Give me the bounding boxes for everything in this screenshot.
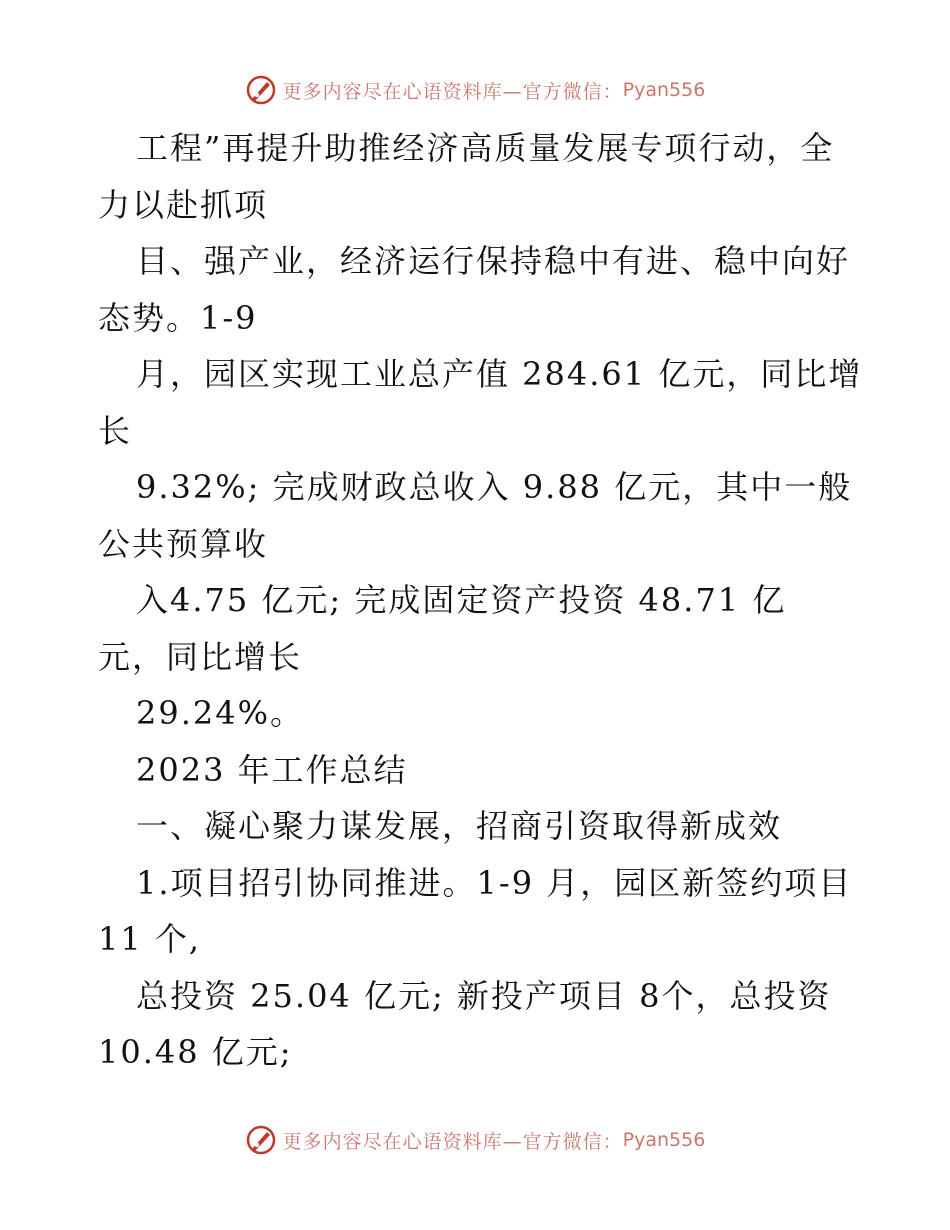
text-line: 公共预算收 bbox=[98, 524, 269, 563]
document-body bbox=[98, 120, 863, 1081]
text-line: 入4.75 亿元; 完成固定资产投资 48.71 亿 bbox=[136, 581, 787, 619]
section-heading: 2023 年工作总结 bbox=[136, 750, 408, 789]
text-line: 1.项目招引协同推进。1-9 月，园区新签约项目 bbox=[136, 863, 853, 902]
text-line: 长 bbox=[98, 411, 133, 450]
pen-logo-icon bbox=[245, 1124, 277, 1156]
watermark-header bbox=[0, 70, 950, 110]
text-line: 工程”再提升助推经济高质量发展专项行动，全 bbox=[136, 129, 835, 167]
text-line: 10.48 亿元; bbox=[98, 1033, 293, 1071]
text-line: 总投资 25.04 亿元; 新投产项目 8个，总投资 bbox=[136, 976, 832, 1015]
text-line: 9.32%; 完成财政总收入 9.88 亿元，其中一般 bbox=[136, 468, 853, 506]
text-line: 力以赴抓项 bbox=[98, 185, 269, 224]
text-line: 29.24%。 bbox=[136, 694, 305, 732]
text-line: 11 个, bbox=[98, 920, 202, 958]
watermark-id: Pyan556 bbox=[622, 79, 706, 101]
text-line: 月，园区实现工业总产值 284.61 亿元，同比增 bbox=[136, 355, 863, 393]
watermark-footer bbox=[0, 1120, 950, 1160]
watermark-id: Pyan556 bbox=[622, 1129, 706, 1151]
text-line: 态势。1-9 bbox=[98, 298, 258, 337]
watermark-text: 更多内容尽在心语资料库—官方微信： bbox=[282, 1130, 623, 1153]
watermark-text: 更多内容尽在心语资料库—官方微信： bbox=[282, 80, 623, 103]
text-line: 目、强产业，经济运行保持稳中有进、稳中向好 bbox=[136, 242, 851, 280]
section-heading: 一、凝心聚力谋发展，招商引资取得新成效 bbox=[136, 807, 783, 845]
pen-logo-icon bbox=[245, 74, 277, 106]
text-line: 元，同比增长 bbox=[98, 637, 303, 676]
